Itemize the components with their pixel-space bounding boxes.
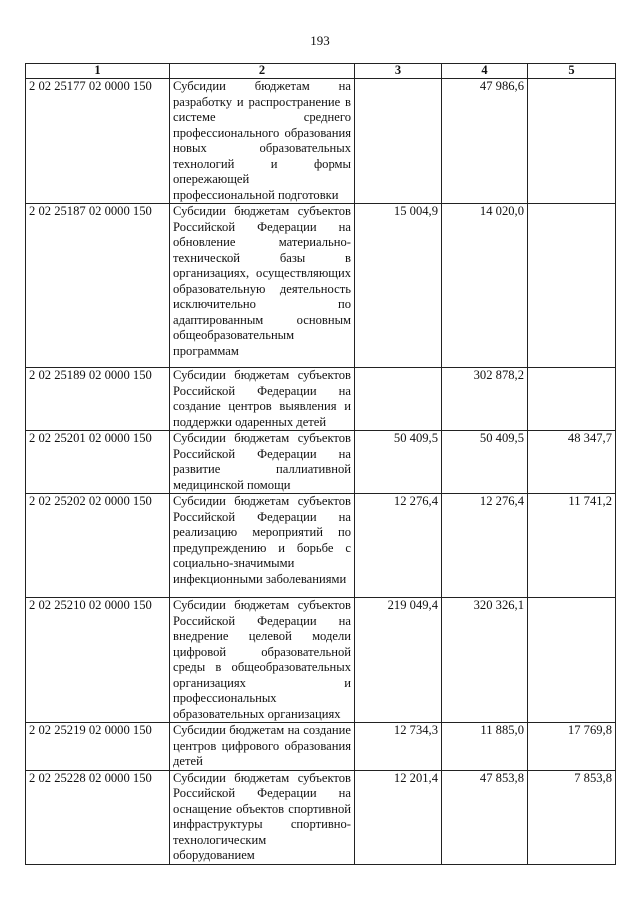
value-col3: 219 049,4 bbox=[355, 598, 442, 723]
budget-code: 2 02 25177 02 0000 150 bbox=[26, 79, 170, 204]
budget-table bbox=[25, 63, 616, 865]
value-col4: 11 885,0 bbox=[442, 723, 528, 771]
budget-code: 2 02 25201 02 0000 150 bbox=[26, 431, 170, 494]
column-header: 1 bbox=[26, 64, 170, 79]
header-row bbox=[26, 64, 616, 79]
value-col4: 302 878,2 bbox=[442, 368, 528, 431]
column-header: 2 bbox=[170, 64, 355, 79]
value-col3 bbox=[355, 368, 442, 431]
table-row bbox=[26, 431, 616, 494]
value-col5 bbox=[528, 598, 616, 723]
value-col5 bbox=[528, 79, 616, 204]
table-row bbox=[26, 368, 616, 431]
budget-code: 2 02 25202 02 0000 150 bbox=[26, 494, 170, 598]
budget-code: 2 02 25189 02 0000 150 bbox=[26, 368, 170, 431]
column-header: 3 bbox=[355, 64, 442, 79]
value-col3: 15 004,9 bbox=[355, 204, 442, 368]
table-row bbox=[26, 770, 616, 864]
value-col5 bbox=[528, 204, 616, 368]
value-col5: 17 769,8 bbox=[528, 723, 616, 771]
row-description: Субсидии бюджетам субъектов Российской Федерации на реализацию мероприятий по предупреждению и борьбе с социально-значимыми инфекционными заболеваниями bbox=[170, 494, 355, 598]
row-description: Субсидии бюджетам на разработку и распространение в системе среднего профессионального образования новых образовательных технологий и формы опережающей профессиональной подготовки bbox=[170, 79, 355, 204]
budget-code: 2 02 25219 02 0000 150 bbox=[26, 723, 170, 771]
budget-code: 2 02 25210 02 0000 150 bbox=[26, 598, 170, 723]
value-col3: 12 276,4 bbox=[355, 494, 442, 598]
budget-code: 2 02 25228 02 0000 150 bbox=[26, 770, 170, 864]
row-description: Субсидии бюджетам субъектов Российской Федерации на оснащение объектов спортивной инфраструктуры спортивно-технологическим оборудованием bbox=[170, 770, 355, 864]
page-number: 193 bbox=[310, 33, 330, 48]
value-col4: 47 986,6 bbox=[442, 79, 528, 204]
value-col4: 50 409,5 bbox=[442, 431, 528, 494]
table-row bbox=[26, 79, 616, 204]
table-row bbox=[26, 204, 616, 368]
table-row bbox=[26, 598, 616, 723]
value-col3: 12 734,3 bbox=[355, 723, 442, 771]
value-col3 bbox=[355, 79, 442, 204]
value-col4: 14 020,0 bbox=[442, 204, 528, 368]
value-col4: 12 276,4 bbox=[442, 494, 528, 598]
row-description: Субсидии бюджетам на создание центров цифрового образования детей bbox=[170, 723, 355, 771]
row-description: Субсидии бюджетам субъектов Российской Федерации на создание центров выявления и поддержки одаренных детей bbox=[170, 368, 355, 431]
table-row bbox=[26, 723, 616, 771]
value-col5: 7 853,8 bbox=[528, 770, 616, 864]
row-description: Субсидии бюджетам субъектов Российской Федерации на развитие паллиативной медицинской помощи bbox=[170, 431, 355, 494]
value-col5: 48 347,7 bbox=[528, 431, 616, 494]
value-col4: 47 853,8 bbox=[442, 770, 528, 864]
table-row bbox=[26, 494, 616, 598]
value-col4: 320 326,1 bbox=[442, 598, 528, 723]
row-description: Субсидии бюджетам субъектов Российской Федерации на обновление материально-технической базы в организациях, осуществляющих образовательную деятельность исключительно по адаптированным основным общеобразовательным программам bbox=[170, 204, 355, 368]
value-col3: 12 201,4 bbox=[355, 770, 442, 864]
value-col5: 11 741,2 bbox=[528, 494, 616, 598]
row-description: Субсидии бюджетам субъектов Российской Федерации на внедрение целевой модели цифровой образовательной среды в общеобразовательных организациях и профессиональных образовательных организациях bbox=[170, 598, 355, 723]
budget-code: 2 02 25187 02 0000 150 bbox=[26, 204, 170, 368]
value-col3: 50 409,5 bbox=[355, 431, 442, 494]
column-header: 5 bbox=[528, 64, 616, 79]
value-col5 bbox=[528, 368, 616, 431]
column-header: 4 bbox=[442, 64, 528, 79]
